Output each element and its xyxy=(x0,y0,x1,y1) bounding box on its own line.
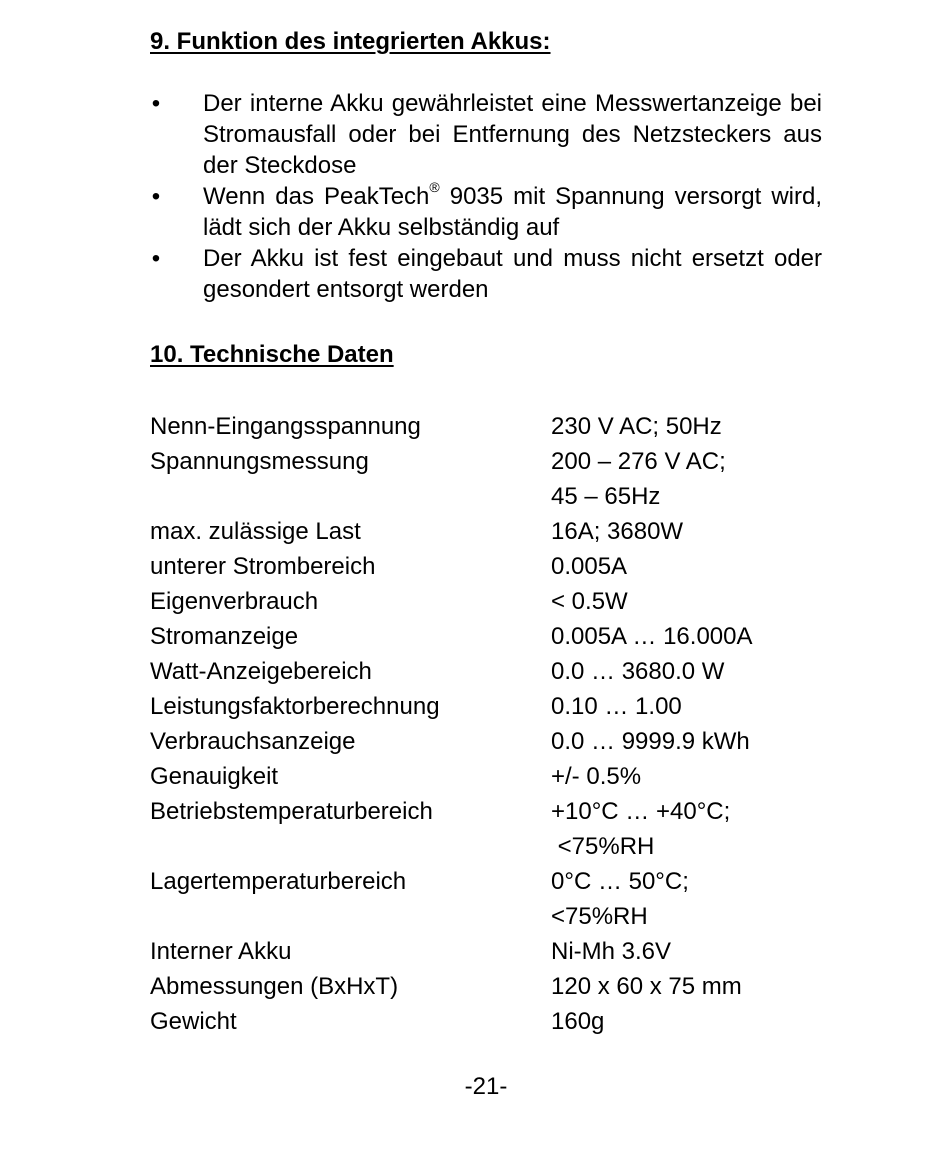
spec-row xyxy=(150,724,822,759)
spec-label: max. zulässige Last xyxy=(150,518,361,545)
spec-value xyxy=(551,934,822,969)
spec-value-line: 0.005A … 16.000A xyxy=(551,623,753,650)
spec-row xyxy=(150,759,822,794)
spec-value-line: < 0.5W xyxy=(551,588,628,615)
spec-row xyxy=(150,1004,822,1039)
spec-label: Spannungsmessung xyxy=(150,448,369,475)
spec-label: Stromanzeige xyxy=(150,623,299,650)
registered-trademark: ® xyxy=(429,179,440,195)
spec-label: Betriebstemperaturbereich xyxy=(150,798,433,825)
spec-label: Gewicht xyxy=(150,1008,237,1035)
spec-value xyxy=(551,794,822,864)
bullet-dot: • xyxy=(151,245,161,272)
spec-row xyxy=(150,444,822,514)
spec-label: Eigenverbrauch xyxy=(150,588,319,615)
bullet-text-before: Wenn das PeakTech xyxy=(203,183,430,210)
spec-value-line: +/- 0.5% xyxy=(551,763,642,790)
spec-row xyxy=(150,864,822,934)
spec-value-line: 230 V AC; 50Hz xyxy=(551,413,722,440)
spec-row xyxy=(150,514,822,549)
bullet-item xyxy=(150,243,822,305)
spec-value-line: 120 x 60 x 75 mm xyxy=(551,973,742,1000)
battery-bullet-list xyxy=(150,88,822,305)
spec-label: Genauigkeit xyxy=(150,763,279,790)
spec-value xyxy=(551,584,822,619)
spec-row xyxy=(150,689,822,724)
section-heading-battery-function: 9. Funktion des integrierten Akkus: xyxy=(150,28,551,55)
spec-row xyxy=(150,584,822,619)
spec-value-line: 0°C … 50°C; xyxy=(551,868,689,895)
spec-value-line: 0.10 … 1.00 xyxy=(551,693,682,720)
spec-row xyxy=(150,794,822,864)
spec-value xyxy=(551,724,822,759)
spec-value-line: 45 – 65Hz xyxy=(551,483,661,510)
section-heading-technical-data: 10. Technische Daten xyxy=(150,341,394,368)
spec-row xyxy=(150,619,822,654)
technical-data-table xyxy=(150,409,822,1039)
spec-value-line: <75%RH xyxy=(551,833,655,860)
spec-label: Abmessungen (BxHxT) xyxy=(150,973,399,1000)
spec-value-line: 16A; 3680W xyxy=(551,518,684,545)
manual-page xyxy=(150,0,822,1166)
spec-label: Lagertemperaturbereich xyxy=(150,868,407,895)
spec-row xyxy=(150,969,822,1004)
spec-value xyxy=(551,759,822,794)
spec-value xyxy=(551,1004,822,1039)
spec-value xyxy=(551,444,822,514)
spec-label: Leistungsfaktorberechnung xyxy=(150,693,440,720)
spec-value-line: <75%RH xyxy=(551,903,648,930)
spec-value xyxy=(551,864,822,934)
bullet-text: Der interne Akku gewährleistet eine Messwertanzeige bei Stromausfall oder bei Entfernung des Netzsteckers aus der Steckdose xyxy=(203,90,822,179)
spec-value-line: +10°C … +40°C; xyxy=(551,798,731,825)
spec-value xyxy=(551,409,822,444)
bullet-item xyxy=(150,181,822,243)
spec-value xyxy=(551,689,822,724)
spec-value-line: 200 – 276 V AC; xyxy=(551,448,726,475)
spec-value xyxy=(551,654,822,689)
spec-label: Interner Akku xyxy=(150,938,292,965)
spec-value-line: 0.0 … 9999.9 kWh xyxy=(551,728,750,755)
spec-value-line: 0.005A xyxy=(551,553,628,580)
spec-value-line: Ni-Mh 3.6V xyxy=(551,938,672,965)
spec-value xyxy=(551,969,822,1004)
bullet-text-after: 9035 mit Spannung versorgt wird, lädt sich der Akku selbständig auf xyxy=(203,183,822,241)
spec-value-line: 160g xyxy=(551,1008,605,1035)
spec-row xyxy=(150,934,822,969)
bullet-item xyxy=(150,88,822,181)
spec-value xyxy=(551,619,822,654)
spec-row xyxy=(150,654,822,689)
spec-value xyxy=(551,549,822,584)
spec-label: Verbrauchsanzeige xyxy=(150,728,356,755)
spec-value-line: 0.0 … 3680.0 W xyxy=(551,658,725,685)
bullet-text: Der Akku ist fest eingebaut und muss nicht ersetzt oder gesondert entsorgt werden xyxy=(203,245,822,303)
spec-value xyxy=(551,514,822,549)
page-number: -21- xyxy=(464,1073,508,1100)
spec-label: Nenn-Eingangsspannung xyxy=(150,413,421,440)
bullet-dot: • xyxy=(151,90,161,117)
spec-row xyxy=(150,409,822,444)
bullet-dot: • xyxy=(151,183,161,210)
spec-label: unterer Strombereich xyxy=(150,553,376,580)
spec-label: Watt-Anzeigebereich xyxy=(150,658,372,685)
spec-row xyxy=(150,549,822,584)
